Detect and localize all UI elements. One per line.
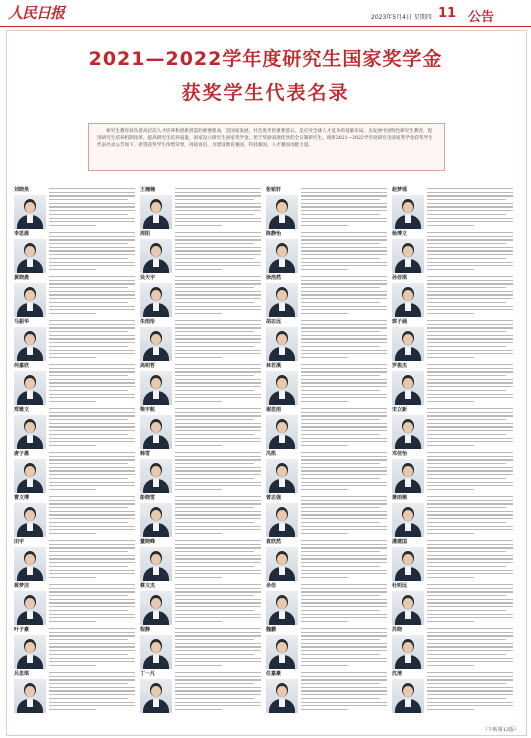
student-entry — [392, 494, 518, 538]
student-name: 陈静怡 — [266, 231, 282, 237]
student-bio-text — [301, 672, 387, 712]
student-bio-text — [301, 188, 387, 228]
student-name: 梁宇航 — [140, 407, 156, 413]
student-photo — [14, 327, 46, 361]
student-name: 余佳 — [266, 583, 277, 589]
student-name: 丁一凡 — [140, 671, 156, 677]
student-name: 吴天宇 — [140, 275, 156, 281]
student-entry — [14, 406, 140, 450]
student-photo — [14, 547, 46, 581]
student-bio-text — [427, 452, 513, 492]
student-entry — [140, 230, 266, 274]
student-photo — [392, 503, 424, 537]
student-entry — [14, 670, 140, 714]
student-name: 程静 — [140, 627, 151, 633]
student-bio-text — [49, 452, 135, 492]
student-photo — [392, 415, 424, 449]
student-bio-text — [175, 496, 261, 536]
student-name: 田宇 — [14, 539, 25, 545]
student-bio-text — [301, 540, 387, 580]
student-bio-text — [427, 408, 513, 448]
student-entry — [140, 362, 266, 406]
student-bio-text — [427, 232, 513, 272]
student-name: 曾志强 — [266, 495, 282, 501]
student-photo — [266, 283, 298, 317]
student-bio-text — [301, 276, 387, 316]
student-name: 杜明远 — [392, 583, 408, 589]
student-photo — [140, 239, 172, 273]
student-bio-text — [427, 584, 513, 624]
student-entry — [266, 318, 392, 362]
student-photo — [14, 459, 46, 493]
student-photo — [266, 371, 298, 405]
student-photo — [14, 195, 46, 229]
student-photo — [392, 371, 424, 405]
student-entry — [392, 582, 518, 626]
student-entry — [266, 406, 392, 450]
student-photo — [266, 459, 298, 493]
student-bio-text — [175, 540, 261, 580]
student-bio-text — [427, 540, 513, 580]
student-photo — [392, 591, 424, 625]
student-photo — [14, 591, 46, 625]
student-name: 邓佳怡 — [392, 451, 408, 457]
student-photo — [140, 547, 172, 581]
student-name: 冯凯 — [266, 451, 277, 457]
student-entry — [266, 274, 392, 318]
student-bio-text — [301, 584, 387, 624]
student-entry — [140, 186, 266, 230]
student-name: 叶子豪 — [14, 627, 30, 633]
student-bio-text — [301, 452, 387, 492]
student-entry — [392, 274, 518, 318]
student-photo — [392, 547, 424, 581]
student-photo — [140, 591, 172, 625]
student-bio-text — [301, 408, 387, 448]
student-entry — [266, 494, 392, 538]
student-entry — [14, 450, 140, 494]
student-entry — [392, 186, 518, 230]
student-entry — [266, 626, 392, 670]
student-entry — [266, 230, 392, 274]
student-name: 韩雪 — [140, 451, 151, 457]
student-name: 罗俊杰 — [392, 363, 408, 369]
student-name: 谢思雨 — [266, 407, 282, 413]
student-name: 赵梦瑶 — [392, 187, 408, 193]
student-photo — [266, 415, 298, 449]
student-bio-text — [175, 364, 261, 404]
student-photo — [140, 503, 172, 537]
student-entry — [392, 538, 518, 582]
page-title-line2: 获奖学生代表名录 — [181, 82, 350, 104]
student-entry — [14, 494, 140, 538]
student-photo — [392, 283, 424, 317]
student-entry — [392, 406, 518, 450]
student-bio-text — [301, 320, 387, 360]
intro-text: 研究生教育肩负着高层次人才培养和创新创造的重要使命，是国家发展、社会进步的重要基石，是应对全球人才竞争的基础布局。为发展中国特色研究生教育，促进研究生培养机制改革，提高研究生培养质量，国家设立研究生国家奖学金，用于奖励表现优异的全日制研究生。现将2021—2022学年度研究生国家奖学金获奖学生代表名录公告如下，希望获奖学生珍惜荣誉，再接再厉，为建设教育强国、科技强国、人才强国贡献力量。 — [97, 129, 433, 148]
student-name: 苏晓 — [392, 627, 403, 633]
student-entry — [14, 318, 140, 362]
student-entry — [392, 670, 518, 714]
student-name: 王楠楠 — [140, 187, 156, 193]
student-entry — [266, 450, 392, 494]
student-bio-text — [49, 672, 135, 712]
student-name: 徐浩然 — [266, 275, 282, 281]
student-name: 魏鹏 — [266, 627, 277, 633]
student-photo — [266, 547, 298, 581]
student-photo — [14, 283, 46, 317]
student-entry — [14, 582, 140, 626]
student-name: 周阳 — [140, 231, 151, 237]
student-photo — [140, 679, 172, 713]
intro-box — [88, 123, 445, 171]
student-name: 蒋梦洁 — [14, 583, 30, 589]
student-photo — [266, 239, 298, 273]
student-bio-text — [175, 320, 261, 360]
student-photo — [14, 503, 46, 537]
student-name: 萧雨桐 — [392, 495, 408, 501]
student-name: 黄晓晨 — [14, 275, 30, 281]
masthead — [0, 0, 531, 27]
student-entry — [140, 318, 266, 362]
student-photo — [266, 635, 298, 669]
student-name: 袁欣然 — [266, 539, 282, 545]
student-name: 马振华 — [14, 319, 30, 325]
student-bio-text — [49, 628, 135, 668]
student-name: 孙佳琪 — [392, 275, 408, 281]
student-name: 郭子涵 — [392, 319, 408, 325]
student-name: 刘晓昊 — [14, 187, 30, 193]
student-bio-text — [49, 320, 135, 360]
newspaper-logo: 人民日报 — [8, 4, 65, 22]
student-photo — [140, 635, 172, 669]
student-photo — [140, 459, 172, 493]
page-number: 11 — [438, 6, 457, 21]
student-photo — [140, 371, 172, 405]
student-entry — [14, 626, 140, 670]
continuation-note: （下转第12版） — [482, 727, 519, 733]
student-photo — [266, 503, 298, 537]
student-entry — [392, 362, 518, 406]
student-photo — [266, 327, 298, 361]
student-entry — [392, 626, 518, 670]
student-photo — [392, 327, 424, 361]
student-bio-text — [175, 584, 261, 624]
student-bio-text — [301, 628, 387, 668]
student-bio-text — [427, 364, 513, 404]
student-name: 董晓峰 — [140, 539, 156, 545]
student-bio-text — [49, 232, 135, 272]
student-name: 胡志远 — [266, 319, 282, 325]
student-entry — [14, 274, 140, 318]
student-bio-text — [427, 276, 513, 316]
student-entry — [140, 538, 266, 582]
student-photo — [14, 635, 46, 669]
student-name: 杨博文 — [392, 231, 408, 237]
student-bio-text — [301, 496, 387, 536]
student-name: 林若溪 — [266, 363, 282, 369]
student-bio-text — [49, 540, 135, 580]
section-name: 公告 — [468, 10, 495, 25]
student-name: 蔡文杰 — [140, 583, 156, 589]
student-name: 朱雨彤 — [140, 319, 156, 325]
student-bio-text — [175, 452, 261, 492]
student-photo — [392, 679, 424, 713]
student-photo — [266, 195, 298, 229]
page-title-line1: 2021—2022学年度研究生国家奖学金 — [88, 48, 443, 70]
student-photo — [140, 415, 172, 449]
student-entry — [140, 670, 266, 714]
student-photo — [14, 371, 46, 405]
student-entry — [392, 318, 518, 362]
student-bio-text — [175, 188, 261, 228]
student-photo — [392, 195, 424, 229]
student-entry — [140, 406, 266, 450]
student-entry — [14, 538, 140, 582]
student-name: 吕思琪 — [14, 671, 30, 677]
student-bio-text — [427, 672, 513, 712]
student-bio-text — [49, 408, 135, 448]
student-entry — [266, 670, 392, 714]
student-photo — [14, 679, 46, 713]
student-entry — [140, 450, 266, 494]
student-bio-text — [175, 232, 261, 272]
student-photo — [392, 635, 424, 669]
student-bio-text — [427, 628, 513, 668]
student-photo — [392, 239, 424, 273]
student-entry — [140, 626, 266, 670]
student-name: 何嘉欣 — [14, 363, 30, 369]
student-bio-text — [175, 672, 261, 712]
student-name: 彭晓雪 — [140, 495, 156, 501]
student-bio-text — [49, 188, 135, 228]
student-entry — [140, 274, 266, 318]
student-photo — [392, 459, 424, 493]
student-name: 任嘉豪 — [266, 671, 282, 677]
student-bio-text — [427, 188, 513, 228]
student-photo — [140, 327, 172, 361]
student-entry — [14, 362, 140, 406]
student-bio-text — [49, 496, 135, 536]
student-name: 郑雅文 — [14, 407, 30, 413]
student-bio-text — [301, 232, 387, 272]
student-name: 沈清 — [392, 671, 403, 677]
student-name: 潘建国 — [392, 539, 408, 545]
student-entry — [266, 362, 392, 406]
student-entry — [392, 450, 518, 494]
issue-date: 2023年5月4日 星期四 — [371, 14, 432, 21]
student-entry — [14, 230, 140, 274]
student-photo — [140, 283, 172, 317]
student-photo — [14, 415, 46, 449]
student-bio-text — [301, 364, 387, 404]
student-name: 唐子墨 — [14, 451, 30, 457]
student-name: 张铭轩 — [266, 187, 282, 193]
student-photo — [266, 679, 298, 713]
student-bio-text — [175, 276, 261, 316]
student-bio-text — [427, 320, 513, 360]
student-name: 高明哲 — [140, 363, 156, 369]
student-entry — [392, 230, 518, 274]
student-bio-text — [49, 276, 135, 316]
student-entry — [14, 186, 140, 230]
student-entry — [266, 582, 392, 626]
student-bio-text — [175, 628, 261, 668]
student-name: 曹文博 — [14, 495, 30, 501]
student-entry — [266, 186, 392, 230]
student-bio-text — [49, 584, 135, 624]
student-name: 李思源 — [14, 231, 30, 237]
student-photo — [266, 591, 298, 625]
student-entry — [140, 582, 266, 626]
student-name: 宋立新 — [392, 407, 408, 413]
student-bio-text — [49, 364, 135, 404]
student-entry — [266, 538, 392, 582]
student-photo — [140, 195, 172, 229]
student-bio-text — [175, 408, 261, 448]
student-photo — [14, 239, 46, 273]
student-entry — [140, 494, 266, 538]
student-bio-text — [427, 496, 513, 536]
